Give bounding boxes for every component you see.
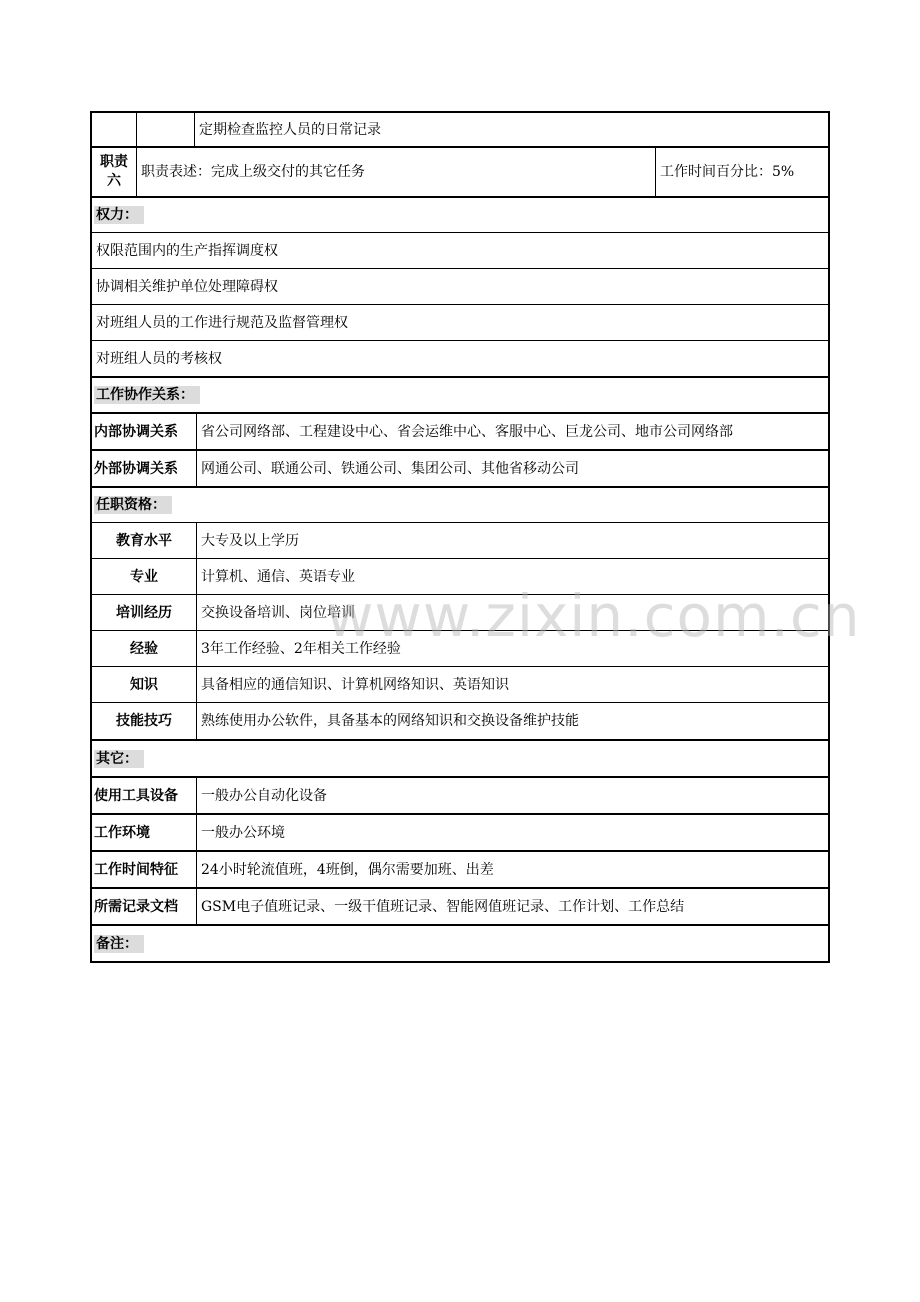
qualification-value: 3年工作经验、2年相关工作经验 — [201, 640, 401, 657]
duty-six-time-percent: 工作时间百分比：5% — [660, 164, 795, 180]
authority-item — [92, 304, 828, 340]
other-row — [92, 776, 828, 813]
authority-item-text: 权限范围内的生产指挥调度权 — [96, 242, 278, 259]
relations-label: 外部协调关系 — [92, 451, 197, 486]
relations-section — [90, 376, 830, 486]
duty-six-row — [92, 146, 828, 196]
qualification-row — [92, 522, 828, 558]
authority-section — [90, 196, 830, 376]
qualification-label: 培训经历 — [92, 595, 197, 630]
other-label: 工作环境 — [92, 815, 197, 850]
remarks-header: 备注： — [94, 935, 144, 953]
qualifications-header-row — [92, 486, 828, 522]
duty-six-section — [90, 111, 830, 196]
authority-item — [92, 268, 828, 304]
other-value: 一般办公自动化设备 — [201, 787, 327, 804]
qualification-value: 计算机、通信、英语专业 — [201, 568, 355, 585]
other-value: GSM电子值班记录、一级干值班记录、智能网值班记录、工作计划、工作总结 — [201, 898, 685, 915]
remarks-header-row — [92, 924, 828, 961]
duty-six-description: 职责表述：完成上级交付的其它任务 — [137, 148, 656, 196]
authority-item-text: 对班组人员的考核权 — [96, 350, 222, 367]
qualification-label: 专业 — [92, 559, 197, 594]
qualification-label: 经验 — [92, 631, 197, 666]
relations-value: 省公司网络部、工程建设中心、省会运维中心、客服中心、巨龙公司、地市公司网络部 — [201, 423, 733, 440]
qualification-value: 具备相应的通信知识、计算机网络知识、英语知识 — [201, 676, 509, 693]
qualification-label: 知识 — [92, 667, 197, 702]
authority-item — [92, 232, 828, 268]
relations-row — [92, 412, 828, 449]
other-label: 工作时间特征 — [92, 852, 197, 887]
authority-header-row — [92, 196, 828, 232]
qualification-row — [92, 666, 828, 702]
authority-header: 权力： — [94, 206, 144, 224]
authority-item-text: 对班组人员的工作进行规范及监督管理权 — [96, 314, 348, 331]
other-header: 其它： — [94, 750, 144, 768]
other-value: 一般办公环境 — [201, 824, 285, 841]
remarks-section — [90, 924, 830, 963]
duty-six-label — [92, 148, 137, 196]
qualification-value: 大专及以上学历 — [201, 532, 299, 549]
qualification-value: 熟练使用办公软件，具备基本的网络知识和交换设备维护技能 — [201, 713, 579, 729]
empty-cell — [92, 113, 137, 146]
other-value: 24小时轮流值班，4班倒，偶尔需要加班、出差 — [201, 861, 494, 878]
relations-label: 内部协调关系 — [92, 414, 197, 449]
duty-six-label-line2: 六 — [107, 173, 121, 189]
watermark: www.zixin.com.cn — [326, 582, 861, 650]
other-row — [92, 887, 828, 924]
relations-header-row — [92, 376, 828, 412]
qualification-row — [92, 702, 828, 739]
duty-six-label-line1: 职责 — [100, 154, 128, 170]
empty-cell — [137, 113, 195, 146]
authority-item — [92, 340, 828, 376]
relations-value: 网通公司、联通公司、铁通公司、集团公司、其他省移动公司 — [201, 460, 579, 477]
other-row — [92, 850, 828, 887]
job-description-table — [90, 111, 830, 963]
duty-prev-item: 定期检查监控人员的日常记录 — [199, 121, 381, 138]
authority-item-text: 协调相关维护单位处理障碍权 — [96, 278, 278, 295]
qualification-value: 交换设备培训、岗位培训 — [201, 604, 355, 621]
other-label: 所需记录文档 — [92, 889, 197, 924]
relations-header: 工作协作关系： — [94, 386, 200, 404]
qualifications-header: 任职资格： — [94, 496, 172, 514]
other-header-row — [92, 739, 828, 776]
relations-row — [92, 449, 828, 486]
other-section — [90, 739, 830, 924]
other-label: 使用工具设备 — [92, 778, 197, 813]
qualification-label: 教育水平 — [92, 523, 197, 558]
qualification-label: 技能技巧 — [92, 703, 197, 739]
other-row — [92, 813, 828, 850]
duty-prev-item-row — [92, 111, 828, 146]
